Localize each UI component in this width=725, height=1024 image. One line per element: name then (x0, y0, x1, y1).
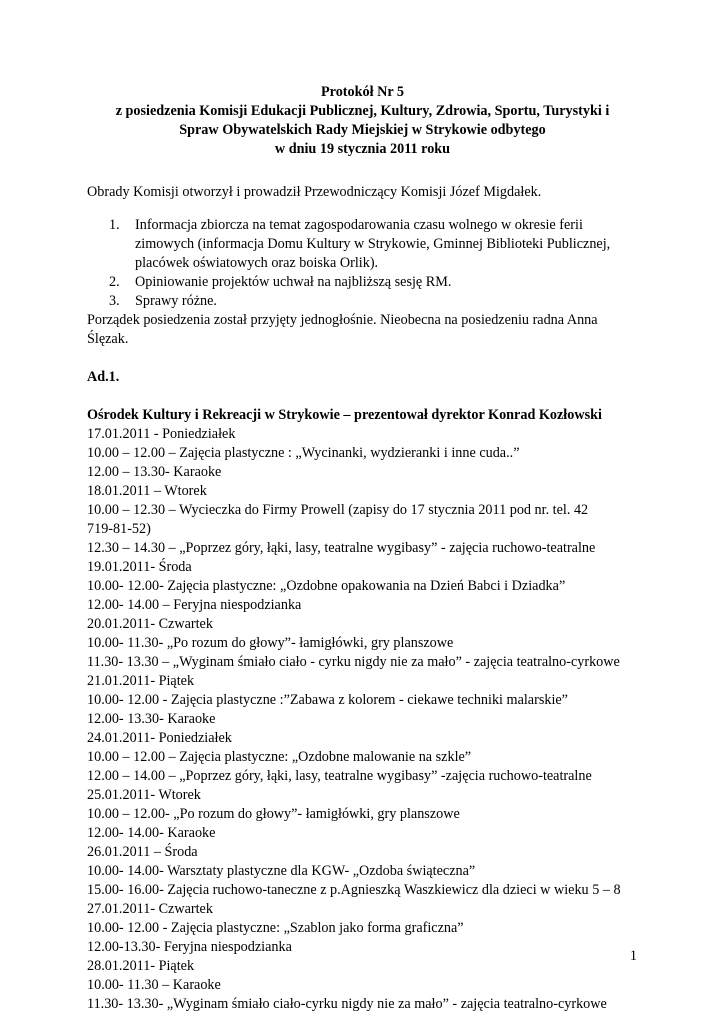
schedule-line: 20.01.2011- Czwartek (87, 616, 213, 632)
agenda-text: Informacja zbiorcza na temat zagospodarowania czasu wolnego w okresie ferii zimowych (informacja Domu Kultury w Strykowie, Gminnej Biblioteki Publicznej, placówek oświatowych oraz boiska Orlik). (135, 217, 611, 271)
schedule-line: 15.00- 16.00- Zajęcia ruchowo-taneczne z p.Agnieszką Waszkiewicz dla dzieci w wieku 5 – 8 (87, 882, 621, 898)
schedule-line: 12.30 – 14.30 – „Poprzez góry, łąki, lasy, teatralne wygibasy” - zajęcia ruchowo-teatralne (87, 540, 596, 556)
schedule-line: 24.01.2011- Poniedziałek (87, 730, 232, 746)
agenda-number: 1. (109, 217, 120, 233)
schedule-line: 10.00- 14.00- Warsztaty plastyczne dla KGW- „Ozdoba świąteczna” (87, 863, 476, 879)
schedule-line: 10.00- 11.30 – Karaoke (87, 977, 221, 993)
institution-heading: Ośrodek Kultury i Rekreacji w Strykowie – prezentował dyrektor Konrad Kozłowski (87, 407, 602, 423)
schedule-line: 12.00- 14.00 – Feryjna niespodzianka (87, 597, 302, 613)
schedule-line: 12.00 – 13.30- Karaoke (87, 464, 222, 480)
schedule-line: 10.00 – 12.00 – Zajęcia plastyczne : „Wycinanki, wydzieranki i inne cuda..” (87, 445, 520, 461)
schedule-line: 21.01.2011- Piątek (87, 673, 195, 689)
order-note-line: Ślęzak. (87, 331, 129, 347)
agenda-item (87, 216, 647, 273)
section-heading: Ad.1. (87, 369, 120, 385)
schedule-line: 10.00- 12.00- Zajęcia plastyczne: „Ozdobne opakowania na Dzień Babci i Dziadka” (87, 578, 566, 594)
agenda-text: Opiniowanie projektów uchwał na najbliższą sesję RM. (135, 274, 452, 290)
schedule-line: 11.30- 13.30- „Wyginam śmiało ciało-cyrku nigdy nie za mało” - zajęcia teatralno-cyrkowe (87, 996, 607, 1012)
schedule-line: 27.01.2011- Czwartek (87, 901, 213, 917)
schedule-line: 25.01.2011- Wtorek (87, 787, 201, 803)
agenda-number: 3. (109, 293, 120, 309)
agenda-item (87, 292, 647, 311)
opening-paragraph: Obrady Komisji otworzył i prowadził Przewodniczący Komisji Józef Migdałek. (87, 184, 542, 200)
schedule-line: 12.00 – 14.00 – „Poprzez góry, łąki, lasy, teatralne wygibasy” -zajęcia ruchowo-teatralne (87, 768, 592, 784)
document-title (60, 83, 665, 159)
schedule-line: 10.00 – 12.30 – Wycieczka do Firmy Prowell (zapisy do 17 stycznia 2011 pod nr. tel. 42 (87, 502, 589, 518)
schedule-line: 17.01.2011 - Poniedziałek (87, 426, 236, 442)
agenda-text: Sprawy różne. (135, 293, 217, 309)
schedule-line: 10.00- 12.00 - Zajęcia plastyczne :”Zabawa z kolorem - ciekawe techniki malarskie” (87, 692, 568, 708)
title-line: Protokół Nr 5 (320, 84, 405, 100)
schedule-line: 18.01.2011 – Wtorek (87, 483, 207, 499)
schedule-line: 12.00-13.30- Feryjna niespodzianka (87, 939, 292, 955)
schedule-line: 719-81-52) (87, 521, 151, 537)
schedule-line: 12.00- 13.30- Karaoke (87, 711, 216, 727)
schedule-list (87, 425, 647, 1014)
schedule-line: 12.00- 14.00- Karaoke (87, 825, 216, 841)
title-line: Spraw Obywatelskich Rady Miejskiej w Strykowie odbytego (179, 122, 546, 138)
title-line: w dniu 19 stycznia 2011 roku (274, 141, 451, 157)
schedule-line: 10.00 – 12.00 – Zajęcia plastyczne: „Ozdobne malowanie na szkle” (87, 749, 472, 765)
schedule-line: 19.01.2011- Środa (87, 559, 192, 575)
schedule-line: 28.01.2011- Piątek (87, 958, 195, 974)
schedule-line: 10.00 – 12.00- „Po rozum do głowy”- łamigłówki, gry planszowe (87, 806, 460, 822)
schedule-line: 10.00- 11.30- „Po rozum do głowy”- łamigłówki, gry planszowe (87, 635, 454, 651)
document-body (87, 183, 647, 1014)
agenda-number: 2. (109, 274, 120, 290)
page-number: 1 (629, 948, 637, 964)
agenda-list (87, 216, 647, 311)
schedule-line: 11.30- 13.30 – „Wyginam śmiało ciało - cyrku nigdy nie za mało” - zajęcia teatralno-cyrkowe (87, 654, 620, 670)
title-line: z posiedzenia Komisji Edukacji Publicznej, Kultury, Zdrowia, Sportu, Turystyki i (115, 103, 610, 119)
schedule-line: 10.00- 12.00 - Zajęcia plastyczne: „Szablon jako forma graficzna” (87, 920, 464, 936)
order-note-line: Porządek posiedzenia został przyjęty jednogłośnie. Nieobecna na posiedzeniu radna Anna (87, 312, 598, 328)
agenda-item (87, 273, 647, 292)
schedule-line: 26.01.2011 – Środa (87, 844, 198, 860)
